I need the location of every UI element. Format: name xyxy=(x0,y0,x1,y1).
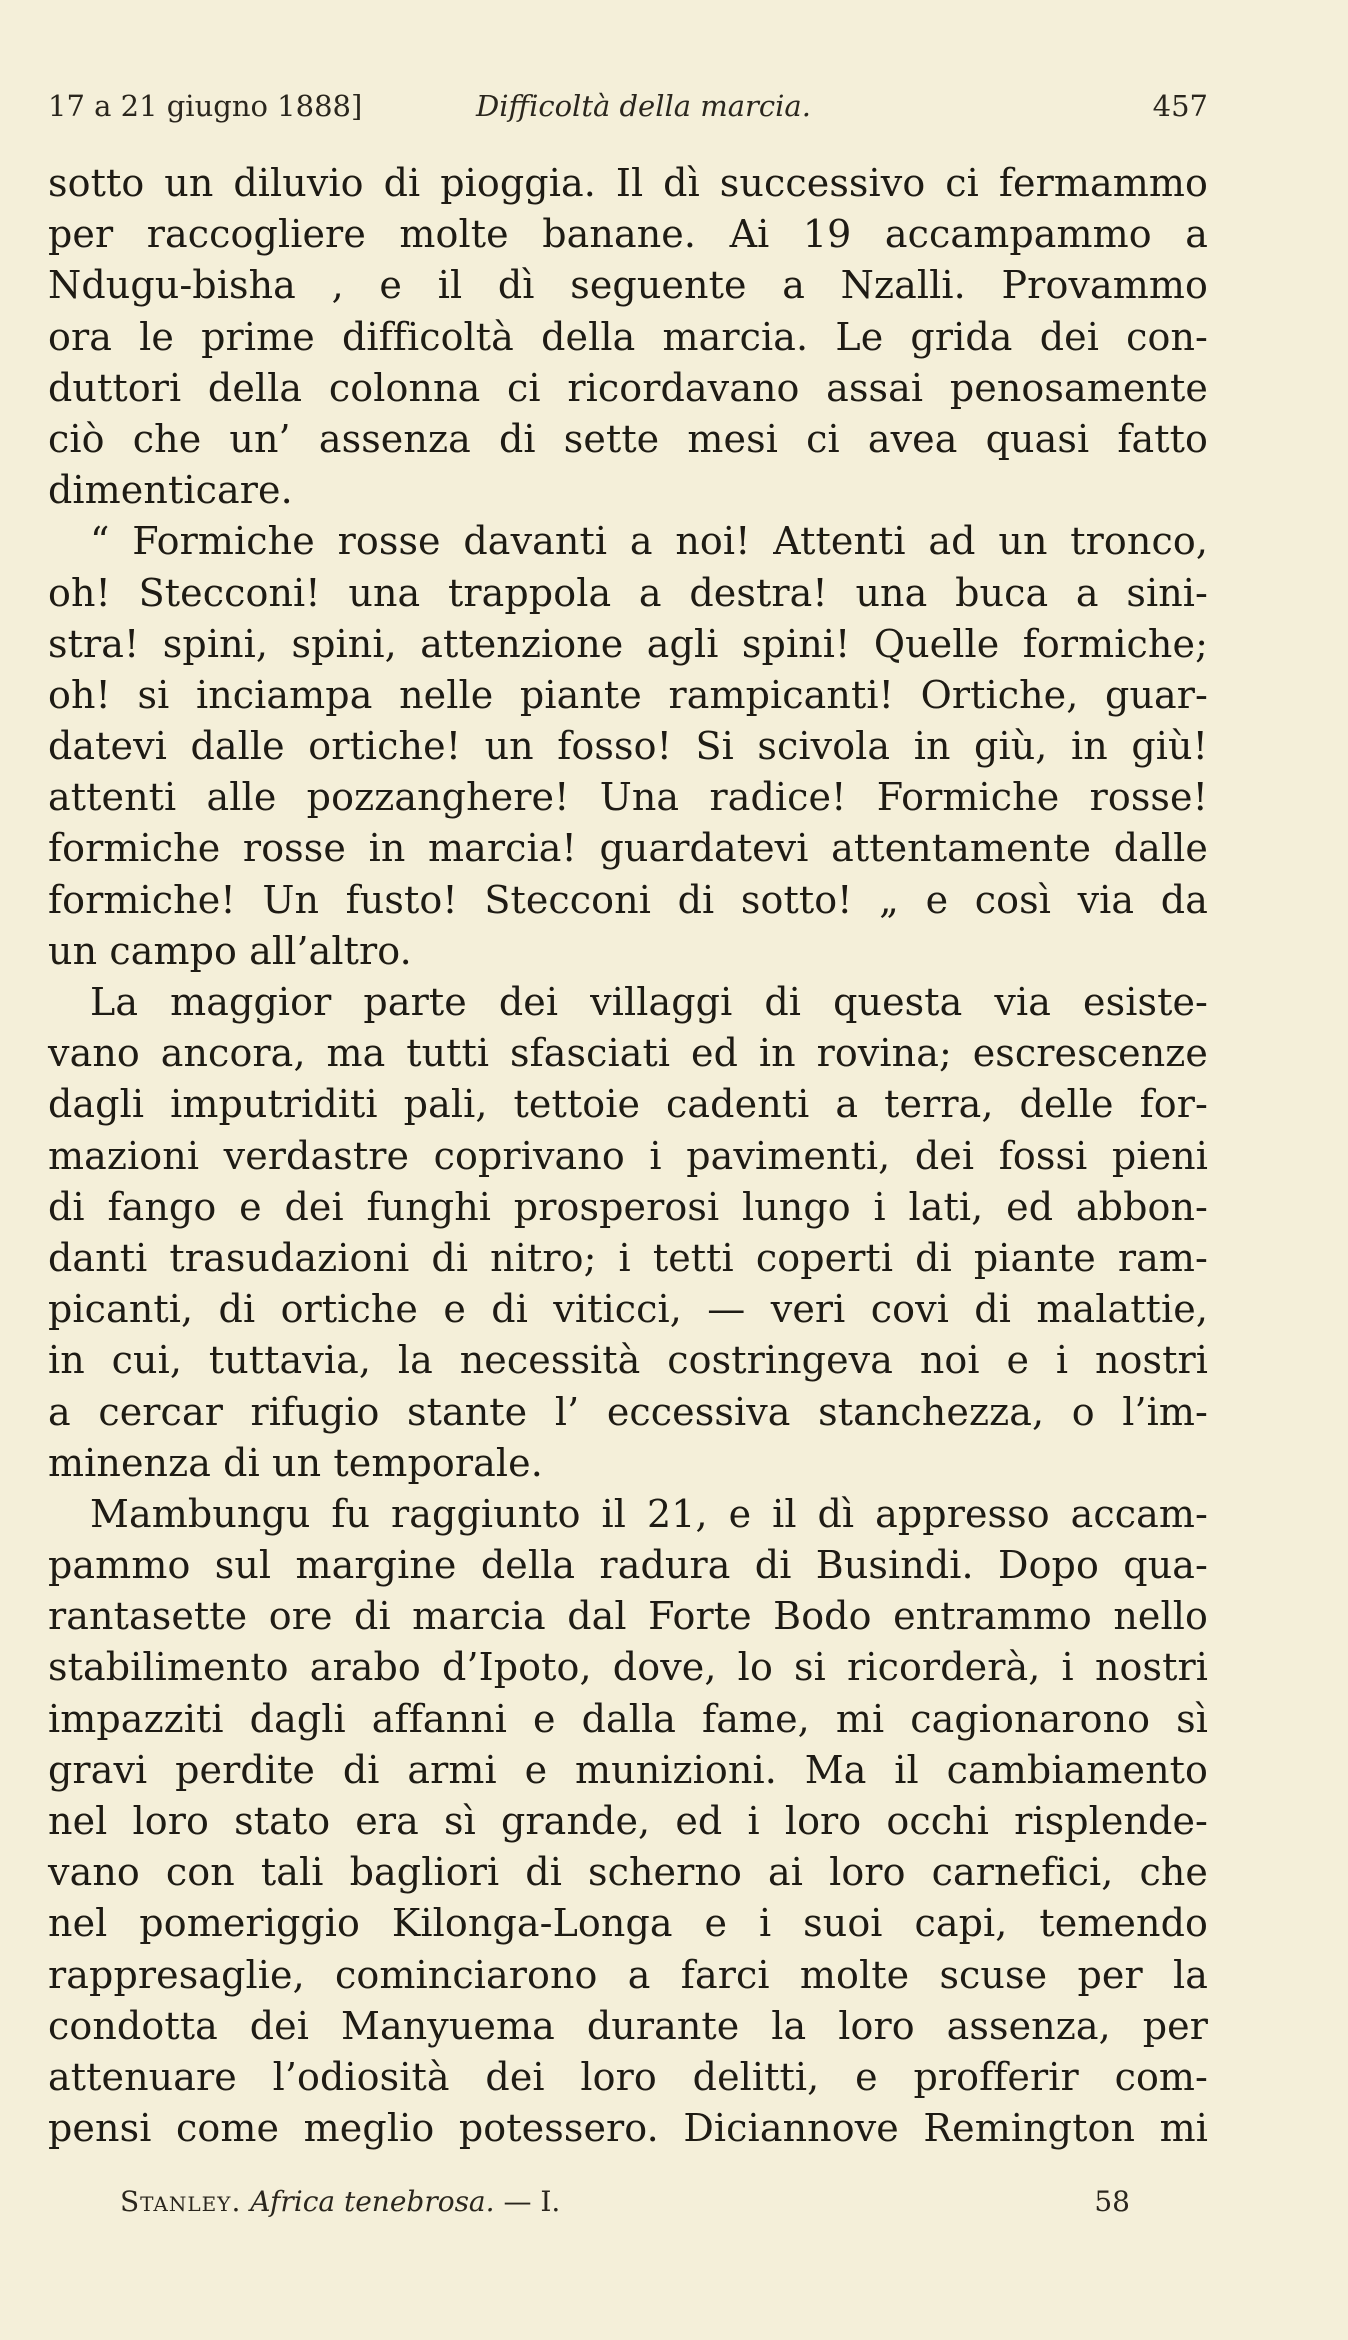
header-running-title: Difficoltà della marcia. xyxy=(476,89,811,123)
footer-book-title: Africa tenebrosa. xyxy=(250,2185,495,2218)
text-line: a cercar rifugio stante l’ eccessiva stanchezza, o l’im- xyxy=(48,1389,1208,1434)
footer-signature-number: 58 xyxy=(1094,2185,1130,2218)
body-text xyxy=(48,158,1208,2154)
text-line: oh! Stecconi! una trappola a destra! una buca a sini- xyxy=(48,570,1208,615)
text-line: Ndugu-bisha , e il dì seguente a Nzalli. Provammo xyxy=(48,263,1208,308)
text-line: di fango e dei funghi prosperosi lungo i lati, ed abbon- xyxy=(48,1184,1208,1229)
header-page-number: 457 xyxy=(1152,89,1208,123)
text-line: mazioni verdastre coprivano i pavimenti, dei fossi pieni xyxy=(48,1133,1208,1178)
text-line: pammo sul margine della radura di Busindi. Dopo qua- xyxy=(48,1543,1208,1588)
text-line: nel loro stato era sì grande, ed i loro occhi risplende- xyxy=(48,1799,1208,1843)
text-line: stabilimento arabo d’Ipoto, dove, lo si ricorderà, i nostri xyxy=(48,1645,1208,1690)
footer-volume: — I. xyxy=(503,2185,561,2218)
text-line: attenti alle pozzanghere! Una radice! Formiche rosse! xyxy=(48,775,1208,820)
text-line: dagli imputriditi pali, tettoie cadenti a terra, delle for- xyxy=(48,1082,1208,1127)
text-line: sotto un diluvio di pioggia. Il dì successivo ci fermammo xyxy=(48,161,1208,205)
text-line: vano con tali bagliori di scherno ai loro carnefici, che xyxy=(48,1850,1208,1895)
text-line: vano ancora, ma tutti sfasciati ed in rovina; escrescenze xyxy=(48,1031,1208,1076)
text-line: formiche rosse in marcia! guardatevi attentamente dalle xyxy=(48,826,1208,871)
text-line: pensi come meglio potessero. Diciannove Remington mi xyxy=(48,2106,1208,2151)
text-line: dimenticare. xyxy=(48,468,293,513)
text-line: gravi perdite di armi e munizioni. Ma il cambiamento xyxy=(48,1747,1208,1792)
text-line: ciò che un’ assenza di sette mesi ci avea quasi fatto xyxy=(48,416,1208,461)
text-line: impazziti dagli affanni e dalla fame, mi cagionarono sì xyxy=(48,1696,1208,1741)
text-line: formiche! Un fusto! Stecconi di sotto! „ e così via da xyxy=(48,877,1208,922)
text-line: Mambungu fu raggiunto il 21, e il dì appresso accam- xyxy=(90,1491,1208,1536)
text-line: per raccogliere molte banane. Ai 19 accampammo a xyxy=(48,212,1208,257)
text-line: picanti, di ortiche e di viticci, — veri covi di malattie, xyxy=(48,1287,1208,1332)
text-line: minenza di un temporale. xyxy=(48,1440,543,1485)
text-line: nel pomeriggio Kilonga-Longa e i suoi capi, temendo xyxy=(48,1901,1208,1946)
text-line: ora le prime difficoltà della marcia. Le grida dei con- xyxy=(48,314,1208,359)
text-line: rantasette ore di marcia dal Forte Bodo entrammo nello xyxy=(48,1594,1208,1639)
header-date-range: 17 a 21 giugno 1888] xyxy=(48,89,363,123)
text-line: duttori della colonna ci ricordavano assai penosamente xyxy=(48,365,1208,410)
text-line: in cui, tuttavia, la necessità costringeva noi e i nostri xyxy=(48,1338,1208,1383)
text-line: datevi dalle ortiche! un fosso! Si scivola in giù, in giù! xyxy=(48,724,1208,769)
footer-signature xyxy=(120,2180,560,2224)
text-line: rappresaglie, cominciarono a farci molte scuse per la xyxy=(48,1952,1208,1997)
text-line: stra! spini, spini, attenzione agli spini! Quelle formiche; xyxy=(48,621,1208,666)
text-line: oh! si inciampa nelle piante rampicanti! Ortiche, guar- xyxy=(48,672,1208,717)
text-line: “ Formiche rosse davanti a noi! Attenti ad un tronco, xyxy=(90,519,1208,564)
footer-author: Stanley. xyxy=(120,2185,242,2218)
signature-footer xyxy=(120,2180,1130,2224)
text-line: condotta dei Manyuema durante la loro assenza, per xyxy=(48,2003,1208,2048)
running-header xyxy=(48,84,1208,128)
text-line: danti trasudazioni di nitro; i tetti coperti di piante ram- xyxy=(48,1235,1208,1280)
text-line: attenuare l’odiosità dei loro delitti, e profferir com- xyxy=(48,2054,1208,2099)
text-line: un campo all’altro. xyxy=(48,928,412,973)
text-line: La maggior parte dei villaggi di questa via esiste- xyxy=(90,980,1208,1024)
